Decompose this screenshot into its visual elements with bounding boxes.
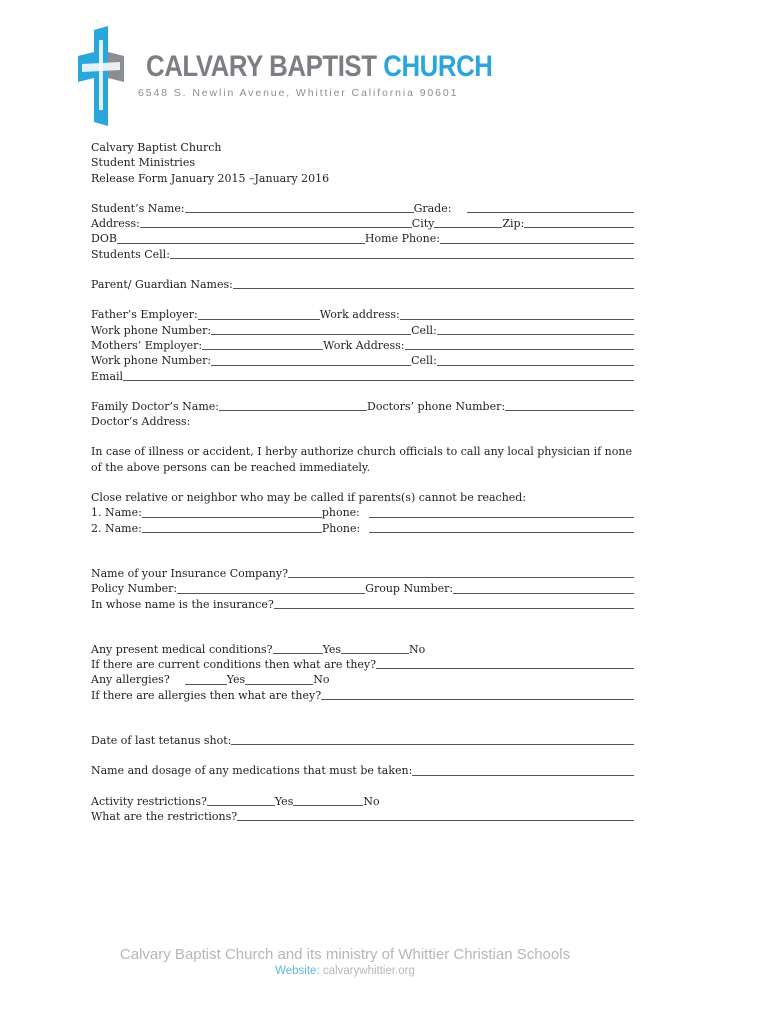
cell-field[interactable] <box>437 365 634 366</box>
no-label: No <box>313 673 330 687</box>
church-logo <box>78 26 493 126</box>
insurance-name-label: In whose name is the insurance? <box>91 597 274 611</box>
policy-number-label: Policy Number: <box>91 582 178 596</box>
footer-website <box>0 965 770 977</box>
insurance-company-field[interactable] <box>288 577 634 578</box>
email-label: Email <box>91 369 124 383</box>
insurance-company-label: Name of your Insurance Company? <box>91 566 288 580</box>
mother-employer-field[interactable] <box>202 349 323 350</box>
doctor-name-label: Family Doctor’s Name: <box>91 399 219 413</box>
group-number-label: Group Number: <box>365 582 454 596</box>
relatives-heading: Close relative or neighbor who may be called if parents(s) cannot be reached: <box>91 491 527 505</box>
parent-names-label: Parent/ Guardian Names: <box>91 278 233 292</box>
zip-field[interactable] <box>524 227 634 228</box>
relative-name-label: 1. Name: <box>91 506 142 520</box>
intro-line: Calvary Baptist Church <box>91 141 222 154</box>
work-address-label: Work address: <box>319 308 400 322</box>
allergies-label: Any allergies? <box>91 673 170 687</box>
email-field[interactable] <box>123 380 634 381</box>
allergies-what-label: If there are allergies then what are they? <box>91 688 322 702</box>
restrictions-what-label: What are the restrictions? <box>91 809 238 823</box>
student-cell-field[interactable] <box>170 258 634 259</box>
yes-label: Yes <box>226 673 246 687</box>
church-name: CALVARY BAPTIST CHURCH <box>146 50 493 83</box>
activity-restrictions-label: Activity restrictions? <box>91 794 207 808</box>
form-title: Release Form January 2015 –January 2016 <box>91 171 330 185</box>
student-name-label: Student’s Name: <box>91 201 185 215</box>
tetanus-label: Date of last tetanus shot: <box>91 734 232 748</box>
work-phone-field[interactable] <box>211 334 411 335</box>
medical-conditions-label: Any present medical conditions? <box>91 642 273 656</box>
allergies-yes-field[interactable] <box>185 684 227 685</box>
cell-label: Cell: <box>411 323 437 337</box>
group-number-field[interactable] <box>453 593 634 594</box>
address-field[interactable] <box>140 227 412 228</box>
no-label: No <box>409 642 426 656</box>
address-label: Address: <box>91 217 140 231</box>
dob-field[interactable] <box>117 243 365 244</box>
parent-names-field[interactable] <box>233 288 634 289</box>
doctor-phone-label: Doctors’ phone Number: <box>367 399 506 413</box>
policy-number-field[interactable] <box>177 593 365 594</box>
yes-label: Yes <box>274 794 294 808</box>
home-phone-field[interactable] <box>440 243 634 244</box>
grade-field[interactable] <box>467 212 634 213</box>
intro-line: Student Ministries <box>91 156 195 170</box>
conditions-no-field[interactable] <box>341 653 409 654</box>
doctor-address-label: Doctor’s Address: <box>91 415 191 429</box>
cross-logo-icon <box>78 26 138 126</box>
medications-label: Name and dosage of any medications that must be taken: <box>91 764 413 778</box>
city-field[interactable] <box>434 227 502 228</box>
conditions-yes-field[interactable] <box>273 653 323 654</box>
relative-name-label: 2. Name: <box>91 521 142 535</box>
father-employer-label: Father’s Employer: <box>91 308 198 322</box>
father-employer-field[interactable] <box>198 319 320 320</box>
activity-yes-field[interactable] <box>207 805 275 806</box>
zip-label: Zip: <box>502 217 525 231</box>
work-phone-label: Work phone Number: <box>91 323 212 337</box>
page-footer <box>0 946 770 977</box>
relative-phone-label: phone: <box>321 506 360 520</box>
footer-text: Calvary Baptist Church and its ministry of Whittier Christian Schools <box>119 946 571 963</box>
conditions-what-label: If there are current conditions then what are they? <box>91 658 377 672</box>
website-label: Website: <box>275 965 320 977</box>
city-label: City <box>411 217 435 231</box>
website-link[interactable]: calvarywhittier.org <box>319 965 415 977</box>
work-address-field[interactable] <box>405 349 634 350</box>
relative-phone-field[interactable] <box>369 532 634 533</box>
doctor-phone-field[interactable] <box>505 410 634 411</box>
work-phone-label: Work phone Number: <box>91 354 212 368</box>
grade-label: Grade: <box>413 201 452 215</box>
relative-name-field[interactable] <box>142 517 322 518</box>
work-phone-field[interactable] <box>211 365 411 366</box>
no-label: No <box>363 794 380 808</box>
home-phone-label: Home Phone: <box>364 232 440 246</box>
work-address-field[interactable] <box>400 319 634 320</box>
cell-label: Cell: <box>411 354 437 368</box>
release-form <box>91 140 634 824</box>
relative-name-field[interactable] <box>142 532 322 533</box>
yes-label: Yes <box>322 642 342 656</box>
restrictions-what-field[interactable] <box>237 820 634 821</box>
allergies-no-field[interactable] <box>245 684 313 685</box>
insurance-name-field[interactable] <box>274 608 634 609</box>
conditions-what-field[interactable] <box>376 668 634 669</box>
medications-field[interactable] <box>412 775 634 776</box>
dob-label: DOB <box>91 232 117 246</box>
work-address-label: Work Address: <box>323 338 405 352</box>
relative-phone-label: Phone: <box>321 521 361 535</box>
student-name-field[interactable] <box>185 212 414 213</box>
relative-phone-field[interactable] <box>369 517 634 518</box>
mother-employer-label: Mothers’ Employer: <box>91 338 203 352</box>
doctor-name-field[interactable] <box>219 410 367 411</box>
allergies-what-field[interactable] <box>321 699 634 700</box>
church-address: 6548 S. Newlin Avenue, Whittier California 90601 <box>138 87 459 99</box>
activity-no-field[interactable] <box>293 805 363 806</box>
student-cell-label: Students Cell: <box>91 247 170 261</box>
cell-field[interactable] <box>437 334 634 335</box>
authorization-text: In case of illness or accident, I herby authorize church officials to call any local physician if none of the above persons can be reached immediately. <box>91 445 632 474</box>
tetanus-field[interactable] <box>231 744 634 745</box>
